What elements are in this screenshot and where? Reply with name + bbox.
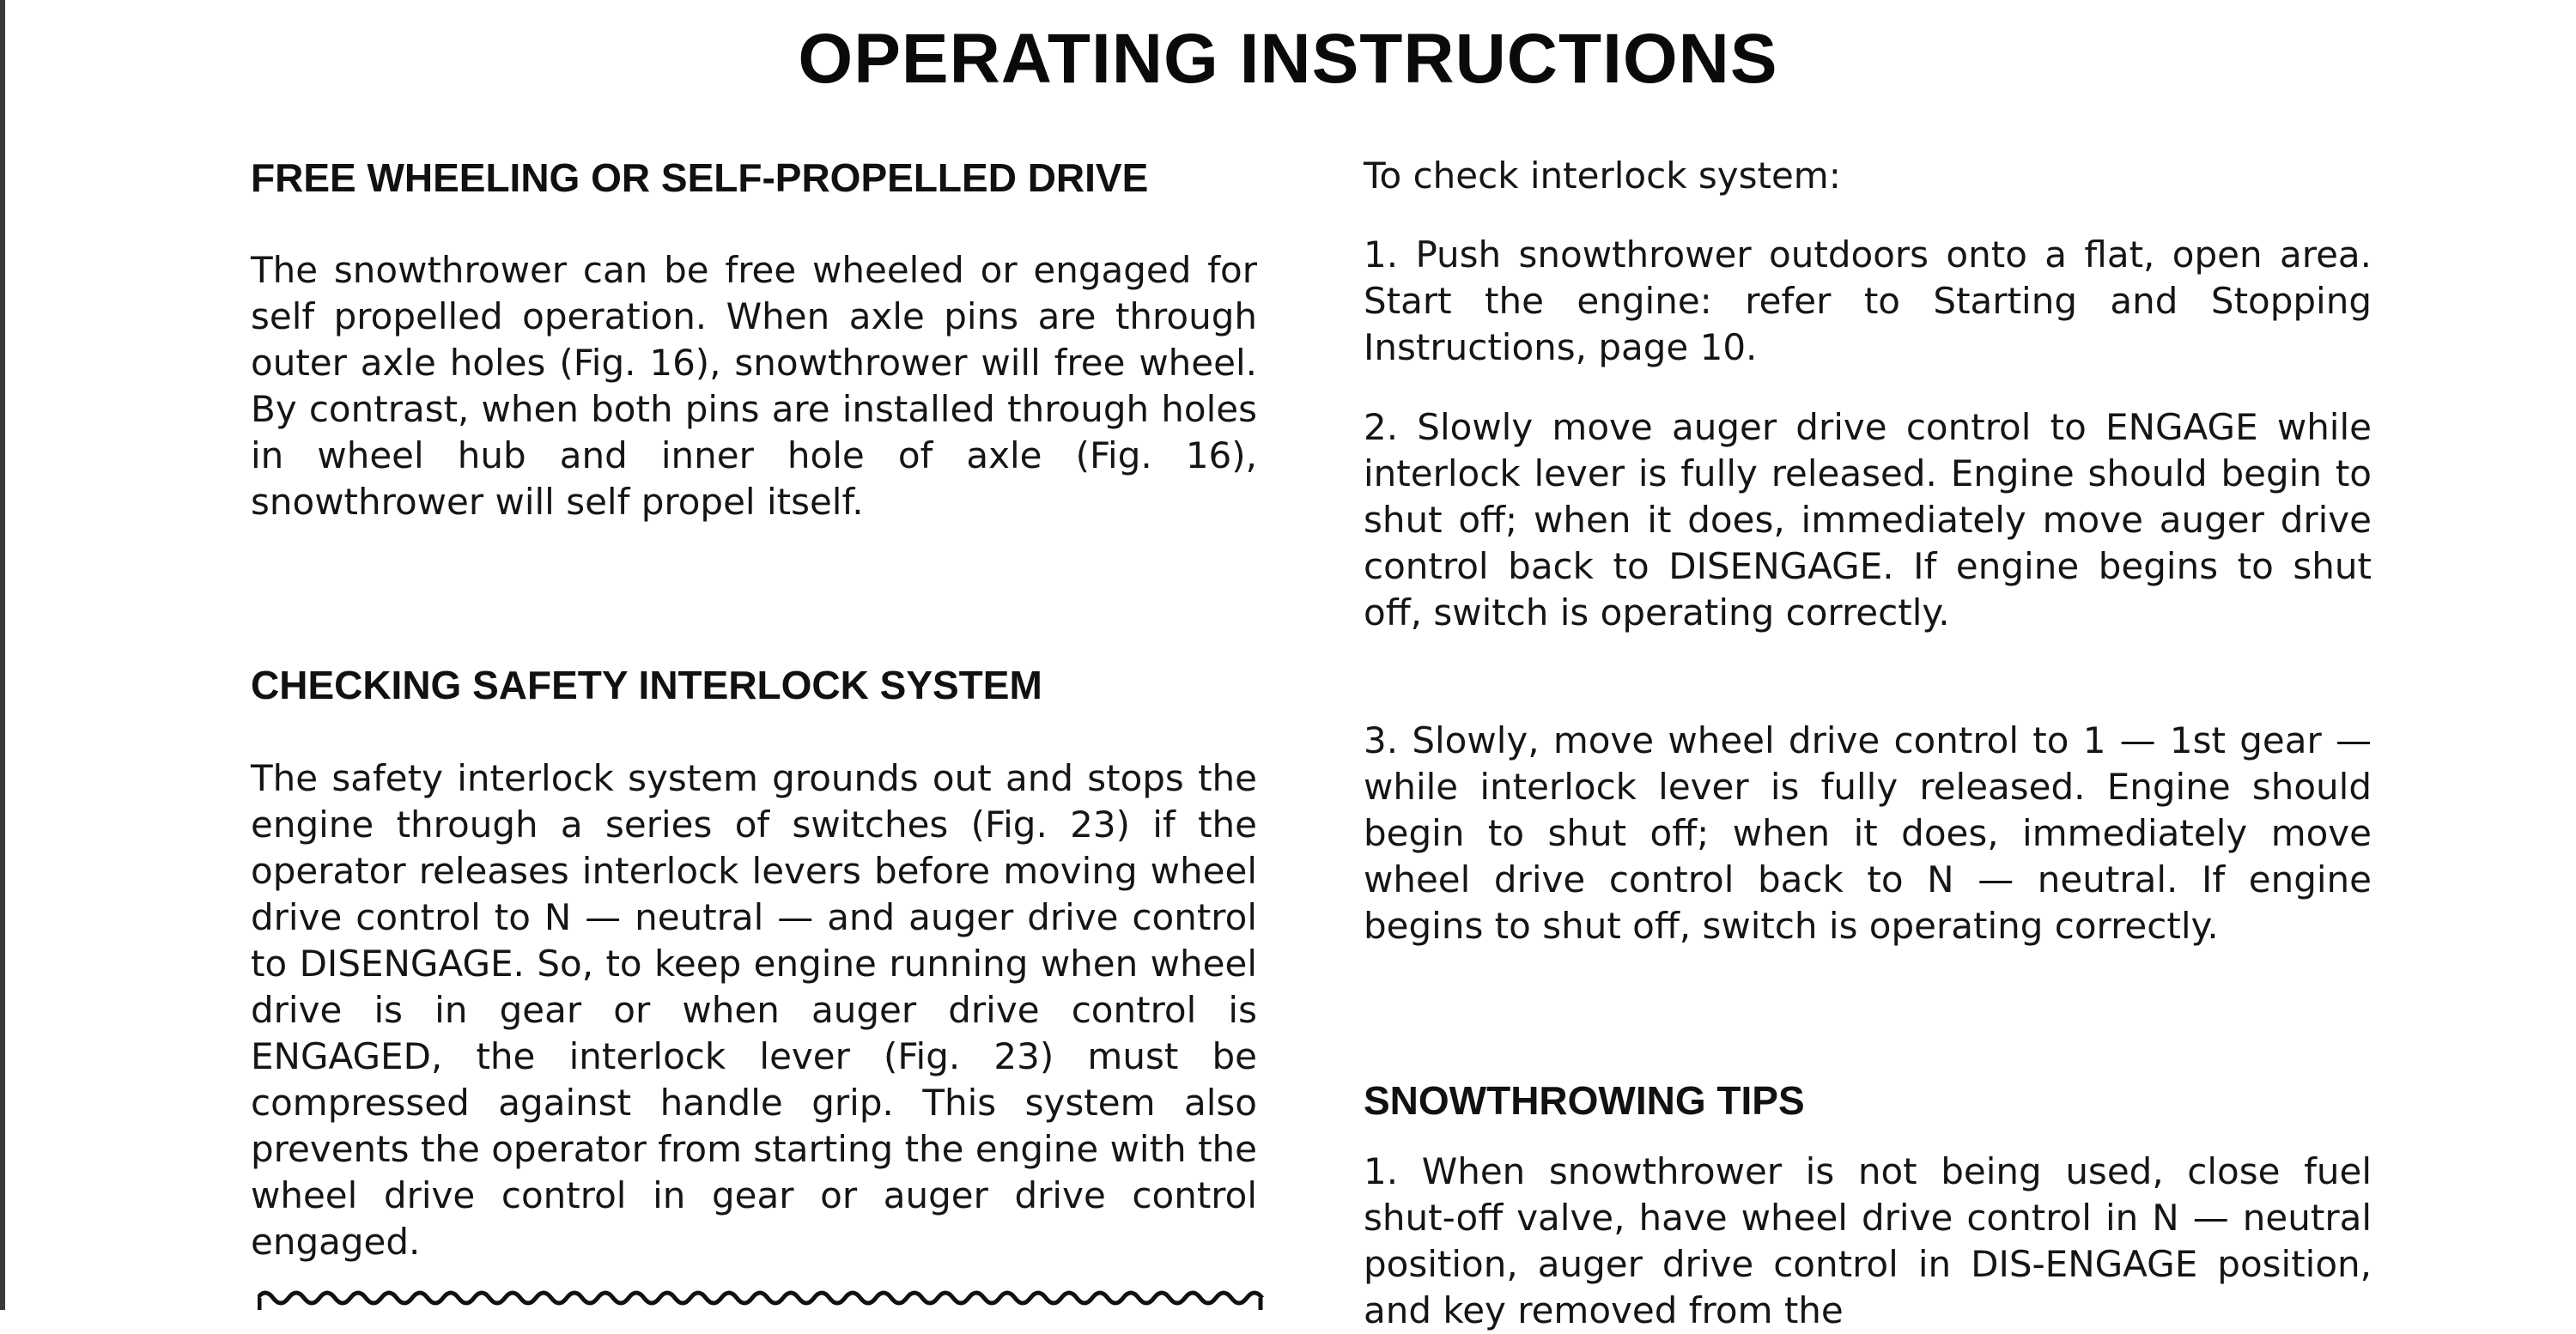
warning-box-wavy-border [258,1284,1264,1310]
paragraph-interlock: The safety interlock system grounds out and stops the engine through a series of switches (Fig. 23) if the operator releases interlock levers before moving wheel drive control to N — neutral — and auger drive control to DISENGAGE. So, to keep engine running when wheel drive is in gear or when auger drive control is ENGAGED, the interlock lever (Fig. 23) must be compressed against handle grip. This system also prevents the operator from starting the engine with the wheel drive control in gear or auger drive control engaged. [251,757,1257,1263]
page-left-edge [0,0,5,1310]
page-title: OPERATING INSTRUCTIONS [798,20,1778,98]
section-heading-interlock: CHECKING SAFETY INTERLOCK SYSTEM [251,663,1042,707]
interlock-check-intro: To check interlock system: [1364,155,1841,197]
paragraph-free-wheeling: The snowthrower can be free wheeled or engaged for self propelled operation. When axle pins are through outer axle holes (Fig. 16), snowthrower will free wheel. By contrast, when both pins are installed through holes in wheel hub and inner hole of axle (Fig. 16), snowthrower will self propel itself. [251,249,1257,523]
section-heading-snowthrowing-tips: SNOWTHROWING TIPS [1364,1078,1805,1123]
interlock-step-3: 3. Slowly, move wheel drive control to 1 — 1st gear — while interlock lever is fully released. Engine should begin to shut off; when it does, immediately move wheel drive control back to N — neutral. If engine begins to shut off, switch is operating correctly. [1364,719,2372,947]
snowthrowing-tip-1: 1. When snowthrower is not being used, close fuel shut-off valve, have wheel drive control in N — neutral position, auger drive control in DIS-ENGAGE position, and key removed from the [1364,1150,2372,1331]
section-heading-free-wheeling: FREE WHEELING OR SELF-PROPELLED DRIVE [251,155,1149,200]
interlock-step-2: 2. Slowly move auger drive control to ENGAGE while interlock lever is fully released. Engine should begin to shut off; when it does, immediately move auger drive control back to DISENGAGE. If engine begins to shut off, switch is operating correctly. [1364,406,2372,634]
interlock-step-1: 1. Push snowthrower outdoors onto a flat, open area. Start the engine: refer to Starting and Stopping Instructions, page 10. [1364,233,2372,368]
